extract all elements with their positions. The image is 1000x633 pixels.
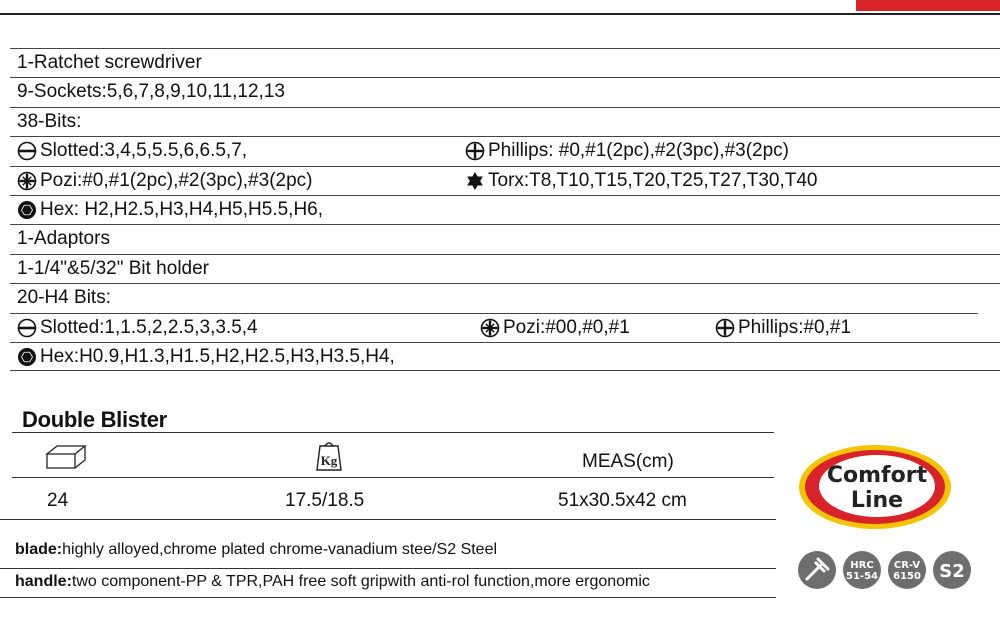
phillips-icon bbox=[465, 141, 485, 161]
spec-text: 20-H4 Bits: bbox=[17, 287, 111, 309]
spec-text: Slotted:3,4,5,5.5,6,6.5,7, bbox=[40, 140, 248, 162]
blade-material: blade:highly alloyed,chrome plated chrome-vanadium stee/S2 Steel bbox=[15, 541, 498, 558]
packaging-title: Double Blister bbox=[22, 407, 167, 432]
box-icon bbox=[45, 443, 87, 471]
spec-cell bbox=[17, 52, 202, 74]
torx-icon bbox=[465, 171, 485, 191]
phillips-icon bbox=[715, 318, 735, 338]
spec-text: Slotted:1,1.5,2,2.5,3,3.5,4 bbox=[40, 316, 258, 338]
pozi-icon bbox=[17, 171, 37, 191]
comfort-line-logo bbox=[798, 444, 952, 530]
spec-text: Hex: H2,H2.5,H3,H4,H5,H5.5,H6, bbox=[40, 198, 324, 220]
table-row bbox=[10, 107, 1000, 136]
divider bbox=[12, 477, 774, 478]
quantity-value: 24 bbox=[47, 490, 69, 511]
crv-badge bbox=[888, 551, 926, 589]
spec-cell bbox=[17, 317, 258, 339]
spec-cell bbox=[17, 81, 285, 103]
header-red-tab bbox=[856, 0, 1000, 11]
spec-cell bbox=[17, 228, 110, 250]
pozi-icon bbox=[480, 318, 500, 338]
hex-icon bbox=[17, 347, 37, 367]
spec-cell bbox=[465, 170, 817, 192]
divider bbox=[0, 519, 776, 520]
slotted-icon bbox=[17, 141, 37, 161]
svg-text:HRC: HRC bbox=[850, 560, 874, 571]
divider bbox=[0, 568, 776, 569]
svg-text:CR-V: CR-V bbox=[893, 560, 921, 571]
svg-text:Line: Line bbox=[850, 488, 904, 513]
svg-text:6150: 6150 bbox=[893, 571, 921, 582]
spec-text: Torx:T8,T10,T15,T20,T25,T27,T30,T40 bbox=[488, 169, 818, 191]
table-row bbox=[10, 166, 1000, 195]
table-row bbox=[10, 136, 1000, 165]
spec-cell bbox=[17, 140, 247, 162]
table-row bbox=[10, 283, 1000, 312]
table-row bbox=[10, 48, 1000, 77]
spec-text: 1-Ratchet screwdriver bbox=[17, 52, 202, 73]
meas-header: MEAS(cm) bbox=[582, 451, 674, 472]
svg-text:Comfort: Comfort bbox=[826, 463, 928, 488]
spec-text: Hex:H0.9,H1.3,H1.5,H2,H2.5,H3,H3.5,H4, bbox=[40, 345, 395, 367]
spec-text: 1-Adaptors bbox=[17, 228, 110, 250]
divider bbox=[12, 432, 774, 433]
spec-cell bbox=[715, 317, 851, 339]
spec-cell bbox=[17, 111, 81, 133]
s2-badge bbox=[933, 551, 971, 589]
spec-text: 9-Sockets:5,6,7,8,9,10,11,12,13 bbox=[17, 81, 285, 103]
spec-badges bbox=[797, 549, 975, 591]
spec-cell bbox=[17, 287, 111, 309]
divider bbox=[0, 597, 776, 598]
slotted-icon bbox=[17, 318, 37, 338]
weight-value: 17.5/18.5 bbox=[285, 490, 365, 511]
contents-table bbox=[10, 48, 1000, 371]
handle-material: handle:two component-PP & TPR,PAH free soft gripwith anti-rol function,more ergonomic bbox=[15, 573, 650, 590]
spec-text: Pozi:#00,#0,#1 bbox=[503, 316, 630, 338]
table-row bbox=[10, 313, 978, 342]
spec-cell bbox=[17, 346, 395, 368]
spec-cell bbox=[17, 199, 323, 221]
table-row bbox=[10, 224, 1000, 253]
meas-value: 51x30.5x42 cm bbox=[558, 490, 687, 511]
table-row bbox=[10, 342, 1000, 371]
svg-text:S2: S2 bbox=[939, 561, 965, 582]
spec-text: Phillips:#0,#1 bbox=[738, 316, 852, 338]
spec-cell bbox=[17, 170, 312, 192]
table-row bbox=[10, 77, 1000, 106]
hrc-badge bbox=[843, 551, 881, 589]
weight-kg-icon bbox=[315, 440, 343, 472]
spec-cell bbox=[465, 140, 789, 162]
svg-text:51-54: 51-54 bbox=[846, 571, 878, 582]
spec-cell bbox=[480, 317, 630, 339]
hex-icon bbox=[17, 200, 37, 220]
spec-text: Phillips: #0,#1(2pc),#2(3pc),#3(2pc) bbox=[488, 140, 789, 162]
spec-text: 1-1/4"&5/32" Bit holder bbox=[17, 257, 209, 279]
spec-cell bbox=[17, 258, 209, 280]
header-rule bbox=[0, 13, 1000, 15]
spec-text: Pozi:#0,#1(2pc),#2(3pc),#3(2pc) bbox=[40, 169, 313, 191]
hammer-badge-icon bbox=[798, 551, 836, 589]
table-row bbox=[10, 254, 1000, 283]
table-row bbox=[10, 195, 1000, 224]
weight-icon-label: Kg bbox=[320, 453, 338, 468]
spec-text: 38-Bits: bbox=[17, 110, 82, 132]
